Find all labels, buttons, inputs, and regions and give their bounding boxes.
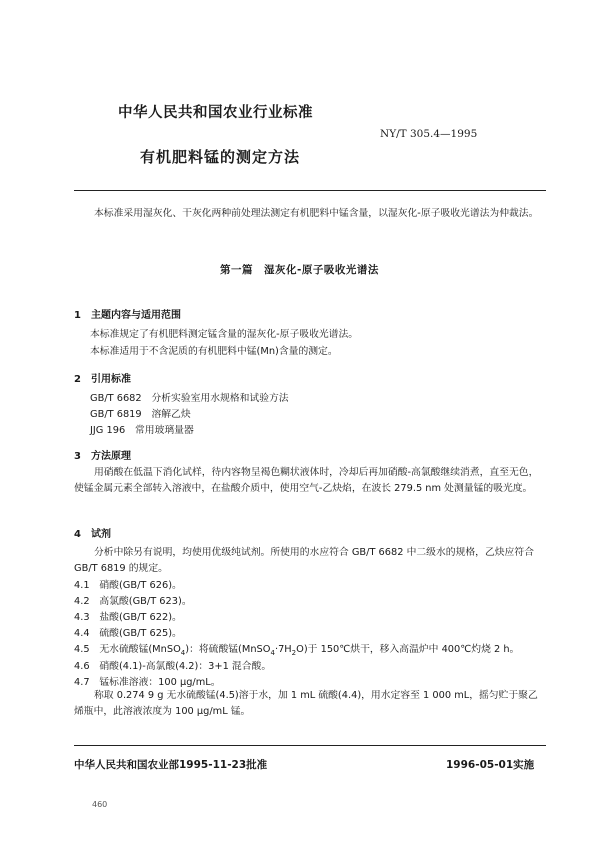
item-4-5-part-b: )：将硫酸锰(MnSO [185,644,271,655]
item-4-6: 4.6 硝酸(4.1)-高氯酸(4.2)：3+1 混合酸。 [74,661,272,672]
item-4-1: 4.1 硝酸(GB/T 626)。 [74,580,182,591]
effective-date: 1996-05-01实施 [446,759,535,771]
section-4-heading: 4 试剂 [74,529,111,540]
standard-name: 中华人民共和国农业行业标准 [118,105,313,121]
item-4-7-text: 称取 0.274 9 g 无水硫酸锰(4.5)溶于水，加 1 mL 硫酸(4.4)，用水定容至 1 000 mL，摇匀贮于聚乙烯瓶中，此溶液浓度为 100 μg/mL 锰。 [74,690,538,717]
section-3-text: 用硝酸在低温下消化试样，待内容物呈褐色糊状液体时，冷却后再加硝酸-高氯酸继续消煮，直至无色，使锰金属元素全部转入溶液中，在盐酸介质中，使用空气-乙炔焰，在波长 279.5 nm 处测量锰的吸光度。 [74,467,539,494]
reference-jjg-196: JJG 196 常用玻璃量器 [90,425,194,436]
item-4-2: 4.2 高氯酸(GB/T 623)。 [74,596,192,607]
footer-divider [74,745,546,746]
item-4-3: 4.3 盐酸(GB/T 622)。 [74,612,182,623]
section-4-text: 分析中除另有说明，均使用优级纯试剂。所使用的水应符合 GB/T 6682 中二级水的规格，乙炔应符合 GB/T 6819 的规定。 [74,547,534,574]
section-1-heading: 1 主题内容与适用范围 [74,310,181,321]
reference-gb-6682: GB/T 6682 分析实验室用水规格和试验方法 [90,393,289,404]
item-4-5-sub-2: 4 [270,648,275,657]
item-4-5 [74,641,519,657]
item-4-5-part-d: O)于 150℃烘干，移入高温炉中 400℃灼烧 2 h。 [296,644,520,655]
item-4-4: 4.4 硫酸(GB/T 625)。 [74,628,182,639]
page-number: 460 [92,800,108,809]
item-4-5-part-c: ·7H [274,644,292,655]
item-4-7: 4.7 锰标准溶液：100 μg/mL。 [74,677,221,688]
section-1-line-2: 本标准适用于不含泥质的有机肥料中锰(Mn)含量的测定。 [90,346,338,357]
part-title: 第一篇 湿灰化-原子吸收光谱法 [220,264,379,276]
reference-gb-6819: GB/T 6819 溶解乙炔 [90,409,191,420]
section-1-line-1: 本标准规定了有机肥料测定锰含量的湿灰化-原子吸收光谱法。 [90,329,359,340]
issuer-approval: 中华人民共和国农业部1995-11-23批准 [74,759,268,771]
intro-paragraph: 本标准采用湿灰化、干灰化两种前处理法测定有机肥料中锰含量，以湿灰化-原子吸收光谱法为仲裁法。 [94,208,539,219]
header-divider [74,190,546,191]
document-title: 有机肥料锰的测定方法 [140,148,301,166]
item-4-5-sub-3: 2 [291,648,297,657]
standard-code: NY/T 305.4—1995 [380,128,478,140]
item-4-5-sub-1: 4 [180,648,186,657]
section-3-heading: 3 方法原理 [74,451,131,462]
section-2-heading: 2 引用标准 [74,374,131,385]
item-4-5-part-a: 4.5 无水硫酸锰(MnSO [74,644,181,655]
